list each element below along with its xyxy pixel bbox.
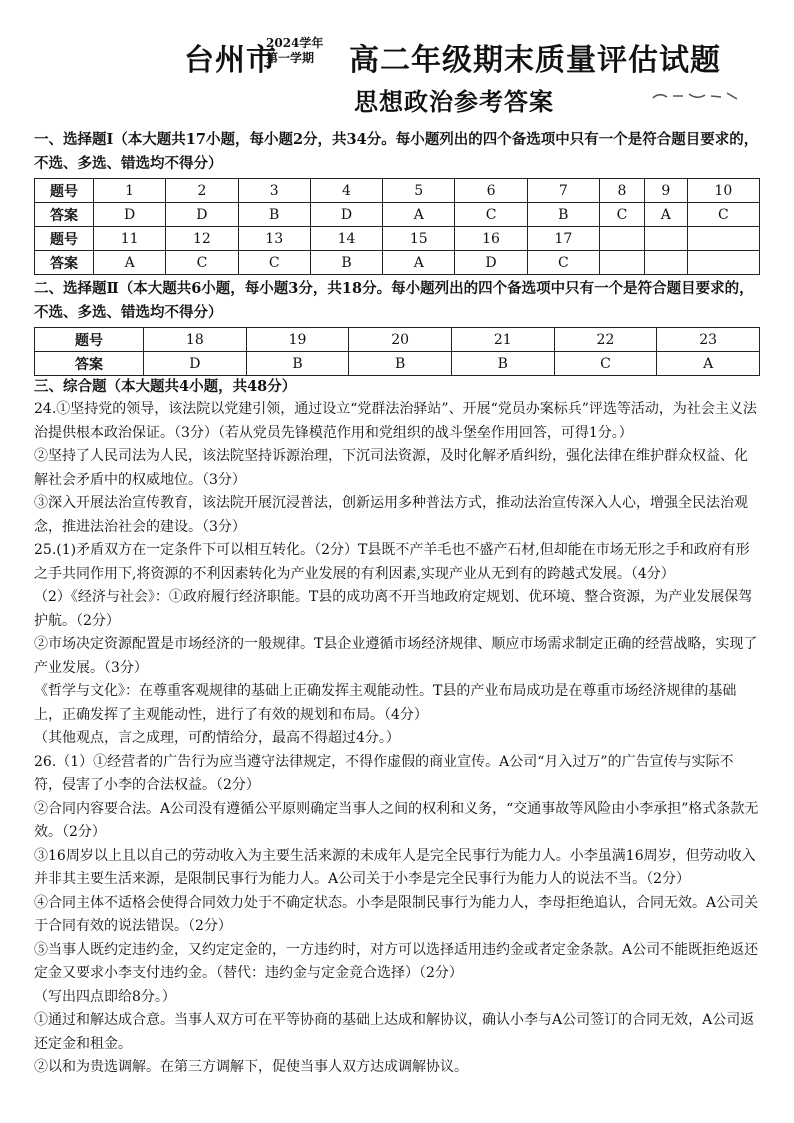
table-cell: A bbox=[383, 203, 455, 227]
table-cell: D bbox=[144, 352, 247, 376]
table-cell: 3 bbox=[238, 179, 310, 203]
table-cell: A bbox=[383, 251, 455, 275]
table-cell: C bbox=[687, 203, 759, 227]
table-cell: 10 bbox=[687, 179, 759, 203]
table-cell bbox=[687, 227, 759, 251]
exam-title: 高二年级期末质量评估试题 bbox=[349, 43, 721, 78]
table-cell: B bbox=[238, 203, 310, 227]
term-semester: 第一学期 bbox=[266, 51, 315, 65]
a-label: 答案 bbox=[35, 203, 94, 227]
table-cell: B bbox=[246, 352, 349, 376]
table-cell: 9 bbox=[644, 179, 687, 203]
term-label bbox=[266, 36, 323, 66]
answer-paragraph: （写出四点即给8分。） bbox=[34, 988, 176, 1005]
table-cell: A bbox=[94, 251, 166, 275]
section2-heading: 二、选择题Ⅱ（本大题共6小题，每小题3分，共18分。每小题列出的四个备选项中只有一个是符合题目要求的，不选、多选、错选均不得分） bbox=[34, 280, 754, 321]
table-cell: 16 bbox=[455, 227, 527, 251]
table-cell: A bbox=[644, 203, 687, 227]
table-cell: 18 bbox=[144, 328, 247, 352]
table-row bbox=[35, 352, 760, 376]
table-cell: 2 bbox=[166, 179, 238, 203]
table-cell: 4 bbox=[310, 179, 382, 203]
table-cell: B bbox=[310, 251, 382, 275]
a-label: 答案 bbox=[35, 352, 144, 376]
table-row bbox=[35, 227, 760, 251]
section3-answers bbox=[34, 398, 760, 1080]
table-cell: D bbox=[310, 203, 382, 227]
answer-paragraph: 26.（1）①经营者的广告行为应当遵守法律规定，不得作虚假的商业宣传。A公司“月入过万”的广告宣传与实际不符，侵害了小李的合法权益。（2分） bbox=[34, 753, 734, 793]
a-label: 答案 bbox=[35, 251, 94, 275]
header bbox=[34, 30, 760, 120]
table-cell: 21 bbox=[451, 328, 554, 352]
table-cell: C bbox=[166, 251, 238, 275]
table-row bbox=[35, 179, 760, 203]
table-cell: C bbox=[599, 203, 644, 227]
table-cell: C bbox=[238, 251, 310, 275]
table-cell bbox=[644, 251, 687, 275]
table-cell bbox=[599, 251, 644, 275]
table-row bbox=[35, 328, 760, 352]
table-cell: 23 bbox=[657, 328, 760, 352]
table-cell: D bbox=[166, 203, 238, 227]
table-cell: 7 bbox=[527, 179, 599, 203]
table-cell: 17 bbox=[527, 227, 599, 251]
table-cell: D bbox=[455, 251, 527, 275]
table-cell: B bbox=[451, 352, 554, 376]
answer-paragraph: ④合同主体不适格会使得合同效力处于不确定状态。小李是限制民事行为能力人，李母拒绝追认，合同无效。A公司关于合同有效的说法错误。（2分） bbox=[34, 894, 759, 934]
table-cell bbox=[644, 227, 687, 251]
q-label: 题号 bbox=[35, 179, 94, 203]
table-cell bbox=[599, 227, 644, 251]
section3-heading: 三、综合题（本大题共4小题，共48分） bbox=[34, 378, 297, 395]
answer-paragraph: ②以和为贵选调解。在第三方调解下，促使当事人双方达成调解协议。 bbox=[34, 1059, 468, 1075]
table-cell: 6 bbox=[455, 179, 527, 203]
answer-subtitle: 思想政治参考答案 bbox=[354, 87, 554, 116]
term-year: 2024学年 bbox=[266, 36, 324, 50]
table-cell: 19 bbox=[246, 328, 349, 352]
section1-answer-table bbox=[34, 178, 760, 275]
table-cell: 13 bbox=[238, 227, 310, 251]
table-cell: 14 bbox=[310, 227, 382, 251]
stamp-mark bbox=[649, 84, 744, 106]
table-cell: C bbox=[554, 352, 657, 376]
table-cell: 1 bbox=[94, 179, 166, 203]
answer-paragraph: 《哲学与文化》：在尊重客观规律的基础上正确发挥主观能动性。T县的产业布局成功是在尊重市场经济规律的基础上，正确发挥了主观能动性，进行了有效的规划和布局。（4分） bbox=[34, 683, 737, 723]
answer-paragraph: （其他观点，言之成理，可酌情给分，最高不得超过4分。） bbox=[34, 730, 400, 746]
answer-paragraph: ②合同内容要合法。A公司没有遵循公平原则确定当事人之间的权利和义务，“交通事故等风险由小李承担”格式条款无效。（2分） bbox=[34, 800, 759, 840]
table-cell: B bbox=[349, 352, 452, 376]
answer-paragraph: ②市场决定资源配置是市场经济的一般规律。T县企业遵循市场经济规律、顺应市场需求制定正确的经营战略，实现了产业发展。（3分） bbox=[34, 636, 758, 676]
section1-heading: 一、选择题Ⅰ（本大题共17小题，每小题2分，共34分。每小题列出的四个备选项中只有一个是符合题目要求的，不选、多选、错选均不得分） bbox=[34, 131, 759, 172]
answer-paragraph: 25.(1)矛盾双方在一定条件下可以相互转化。（2分）T县既不产羊毛也不盛产石材,但却能在市场无形之手和政府有形之手共同作用下,将资源的不利因素转化为产业发展的有利因素,实现产业从无到有的跨越式发展。（4分） bbox=[34, 542, 750, 582]
answer-paragraph: ①通过和解达成合意。当事人双方可在平等协商的基础上达成和解协议，确认小李与A公司签订的合同无效，A公司返还定金和租金。 bbox=[34, 1012, 755, 1052]
table-cell: 15 bbox=[383, 227, 455, 251]
table-cell: C bbox=[455, 203, 527, 227]
table-row bbox=[35, 251, 760, 275]
answer-paragraph: ③16周岁以上且以自己的劳动收入为主要生活来源的未成年人是完全民事行为能力人。小李虽满16周岁，但劳动收入并非其主要生活来源，是限制民事行为能力人。A公司关于小李是完全民事行为能力人的说法不当。（2分） bbox=[34, 847, 756, 887]
table-cell: 20 bbox=[349, 328, 452, 352]
table-cell: A bbox=[657, 352, 760, 376]
city-name: 台州市 bbox=[184, 43, 277, 78]
section2-answer-table bbox=[34, 327, 760, 376]
table-cell: 22 bbox=[554, 328, 657, 352]
table-cell: 8 bbox=[599, 179, 644, 203]
answer-paragraph: 24.①坚持党的领导，该法院以党建引领，通过设立“党群法治驿站”、开展“党员办案标兵”评选等活动，为社会主义法治提供根本政治保证。（3分）（若从党员先锋模范作用和党组织的战斗堡垒作用回答，可得1分。） bbox=[34, 401, 757, 441]
answer-paragraph: （2）《经济与社会》：①政府履行经济职能。T县的成功离不开当地政府定规划、优环境、整合资源，为产业发展保驾护航。（2分） bbox=[34, 589, 753, 629]
table-cell: D bbox=[94, 203, 166, 227]
table-row bbox=[35, 203, 760, 227]
answer-paragraph: ②坚持了人民司法为人民，该法院坚持诉源治理，下沉司法资源，及时化解矛盾纠纷，强化法律在维护群众权益、化解社会矛盾中的权威地位。（3分） bbox=[34, 448, 748, 488]
table-cell: 11 bbox=[94, 227, 166, 251]
q-label: 题号 bbox=[35, 227, 94, 251]
table-cell: B bbox=[527, 203, 599, 227]
table-cell bbox=[687, 251, 759, 275]
answer-paragraph: ③深入开展法治宣传教育，该法院开展沉浸普法，创新运用多种普法方式，推动法治宣传深入人心，增强全民法治观念，推进法治社会的建设。（3分） bbox=[34, 495, 748, 535]
q-label: 题号 bbox=[35, 328, 144, 352]
table-cell: C bbox=[527, 251, 599, 275]
table-cell: 5 bbox=[383, 179, 455, 203]
answer-paragraph: ⑤当事人既约定违约金，又约定定金的，一方违约时，对方可以选择适用违约金或者定金条款。A公司不能既拒绝返还定金又要求小李支付违约金。（替代：违约金与定金竞合选择）（2分） bbox=[34, 941, 759, 981]
table-cell: 12 bbox=[166, 227, 238, 251]
